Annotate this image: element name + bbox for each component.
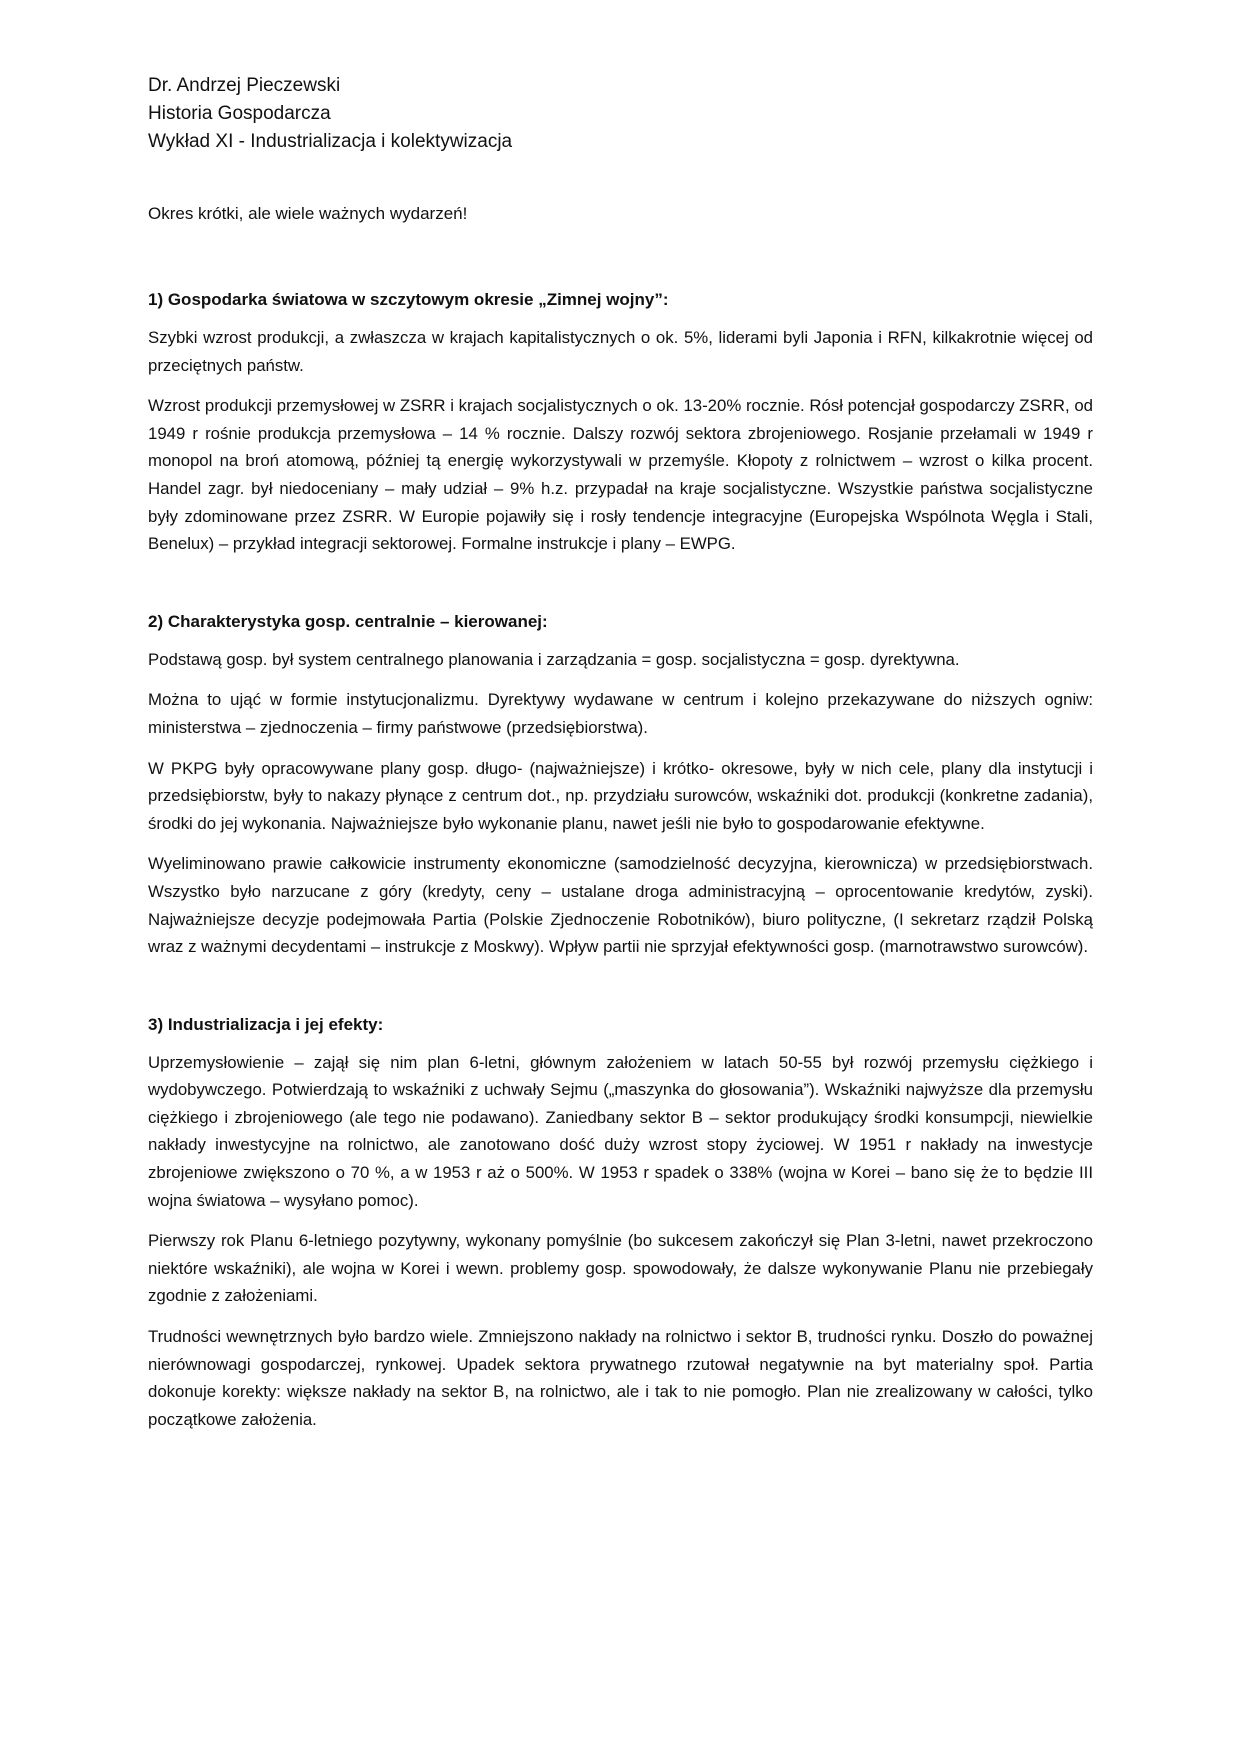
section-2 <box>148 610 1093 961</box>
paragraph: Wyeliminowano prawie całkowicie instrumenty ekonomiczne (samodzielność decyzyjna, kierownicza) w przedsiębiorstwach. Wszystko było narzucane z góry (kredyty, ceny – ustalane droga administracyjną – oprocentowanie kredytów, zyski). Najważniejsze decyzje podejmowała Partia (Polskie Zjednoczenie Robotników), biuro polityczne, (I sekretarz rządził Polską wraz z ważnymi decydentami – instrukcje z Moskwy). Wpływ partii nie sprzyjał efektywności gosp. (marnotrawstwo surowców). <box>148 854 1093 957</box>
course-line: Historia Gospodarcza <box>148 103 331 124</box>
paragraph: Można to ująć w formie instytucjonalizmu. Dyrektywy wydawane w centrum i kolejno przekazywane do niższych ogniw: ministerstwa – zjednoczenia – firmy państwowe (przedsiębiorstwa). <box>148 690 1093 737</box>
document-body <box>148 72 1093 1433</box>
section-heading: 2) Charakterystyka gosp. centralnie – kierowanej: <box>148 611 548 631</box>
section-3 <box>148 1013 1093 1434</box>
lecture-title: Wykład XI - Industrializacja i kolektywizacja <box>148 131 513 152</box>
section-heading: 3) Industrializacja i jej efekty: <box>148 1014 384 1034</box>
intro-line: Okres krótki, ale wiele ważnych wydarzeń! <box>148 204 468 223</box>
author-line: Dr. Andrzej Pieczewski <box>148 75 341 96</box>
paragraph: Trudności wewnętrznych było bardzo wiele. Zmniejszono nakłady na rolnictwo i sektor B, trudności rynku. Doszło do poważnej nierównowagi gospodarczej, rynkowej. Upadek sektora prywatnego rzutował negatywnie na byt materialny społ. Partia dokonuje korekty: większe nakłady na sektor B, na rolnictwo, ale i tak to nie pomogło. Plan nie zrealizowany w całości, tylko początkowe założenia. <box>148 1327 1093 1429</box>
paragraph: W PKPG były opracowywane plany gosp. długo- (najważniejsze) i krótko- okresowe, były w nich cele, plany dla instytucji i przedsiębiorstw, były to nakazy płynące z centrum dot., np. przydziału surowców, wskaźniki dot. produkcji (konkretne zadania), środki do jej wykonania. Najważniejsze było wykonanie planu, nawet jeśli nie było to gospodarowanie efektywne. <box>148 758 1093 833</box>
paragraph: Wzrost produkcji przemysłowej w ZSRR i krajach socjalistycznych o ok. 13-20% rocznie. Rósł potencjał gospodarczy ZSRR, od 1949 r rośnie produkcja przemysłowa – 14 % rocznie. Dalszy rozwój sektora zbrojeniowego. Rosjanie przełamali w 1949 r monopol na broń atomową, później tą energię wykorzystywali w przemyśle. Kłopoty z rolnictwem – wzrost o kilka procent. Handel zagr. był niedoceniany – mały udział – 9% h.z. przypadał na kraje socjalistyczne. Wszystkie państwa socjalistyczne były zdominowane przez ZSRR. W Europie pojawiły się i rosły tendencje integracyjne (Europejska Wspólnota Węgla i Stali, Benelux) – przykład integracji sektorowej. Formalne instrukcje i plany – EWPG. <box>148 396 1093 554</box>
paragraph: Pierwszy rok Planu 6-letniego pozytywny, wykonany pomyślnie (bo sukcesem zakończył się Plan 3-letni, nawet przekroczono niektóre wskaźniki), ale wojna w Korei i wewn. problemy gosp. spowodowały, że dalsze wykonywanie Planu nie przebiegały zgodnie z założeniami. <box>148 1231 1093 1306</box>
section-heading: 1) Gospodarka światowa w szczytowym okresie „Zimnej wojny”: <box>148 290 669 309</box>
paragraph: Szybki wzrost produkcji, a zwłaszcza w krajach kapitalistycznych o ok. 5%, liderami byli Japonia i RFN, kilkakrotnie więcej od przeciętnych państw. <box>148 328 1093 375</box>
paragraph: Uprzemysłowienie – zajął się nim plan 6-letni, głównym założeniem w latach 50-55 był rozwój przemysłu ciężkiego i wydobywczego. Potwierdzają to wskaźniki z uchwały Sejmu („maszynka do głosowania”). Wskaźniki najwyższe dla przemysłu ciężkiego i zbrojeniowego (ale tego nie podawano). Zaniedbany sektor B – sektor produkujący środki konsumpcji, niewielkie nakłady inwestycyjne na rolnictwo, ale zanotowano dość duży wzrost stopy życiowej. W 1951 r nakłady na inwestycje zbrojeniowe zwiększono o 70 %, a w 1953 r aż o 500%. W 1953 r spadek o 338% (wojna w Korei – bano się że to będzie III wojna światowa – wysyłano pomoc). <box>148 1052 1093 1210</box>
section-1 <box>148 288 1093 558</box>
document-header <box>148 72 1093 156</box>
paragraph: Podstawą gosp. był system centralnego planowania i zarządzania = gosp. socjalistyczna = gosp. dyrektywna. <box>148 649 960 669</box>
